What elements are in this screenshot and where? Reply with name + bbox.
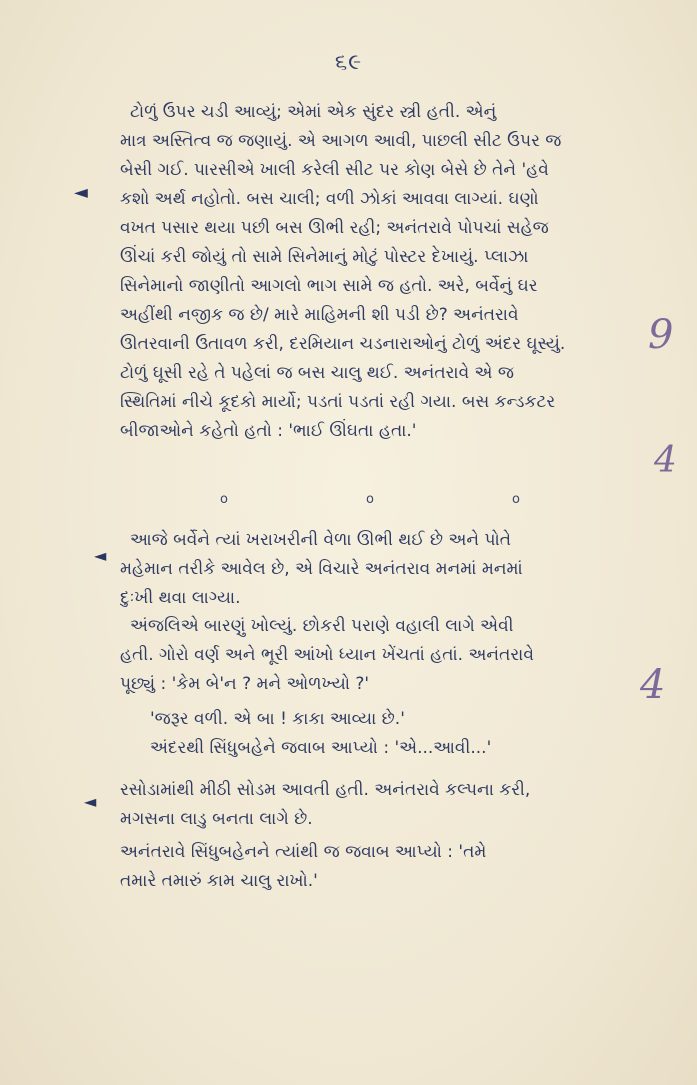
text-line: તમારે તમારું કામ ચાલુ રાખો.' [120,871,318,891]
text-line: મગસના લાડુ બનતા લાગે છે. [120,809,313,829]
text-line: ટોળું ઉપર ચડી આવ્યું; એમાં એક સુંદર સ્ત્રી હતી. એનું [130,102,497,122]
text-line: અહીંથી નજીક જ છે/ મારે માહિમની શી પડી છે? અનંતરાવે [120,305,519,325]
text-line: રસોડામાંથી મીઠી સોડમ આવતી હતી. અનંતરાવે કલ્પના કરી, [120,780,531,800]
page-number: ૬૯ [334,50,363,75]
pencil-annotation: 9 [648,312,674,358]
paragraph-1 [120,98,640,446]
text-line: સ્થિતિમાં નીચે કૂદકો માર્યો; પડતાં પડતાં રહી ગયા. બસ કન્ડકટર [120,392,556,412]
text-line: ઊંચાં કરી જોયું તો સામે સિનેમાનું મોટું પોસ્ટર દેખાયું. પ્લાઝા [120,247,529,267]
text-line: દુઃખી થવા લાગ્યા. [120,588,241,608]
dialogue-line: અંદરથી સિંધુબહેને જવાબ આપ્યો : 'એ...આવી...' [150,738,492,758]
separator-dot: o [366,492,374,507]
paragraph-2 [120,526,640,613]
paragraph-3 [120,612,640,699]
margin-arrow-icon: ◄ [94,546,107,565]
text-line: બેસી ગઈ. પારસીએ ખાલી કરેલી સીટ પર કોણ બેસે છે તેને 'હવે [120,160,549,180]
text-line: અંજલિએ બારણું ખોલ્યું. છોકરી પરાણે વહાલી લાગે એવી [130,616,514,636]
separator-dot: o [512,492,520,507]
margin-arrow-icon: ◄ [74,182,88,203]
paragraph-5 [120,838,640,896]
text-line: અનંતરાવે સિંધુબહેનને ત્યાંથી જ જવાબ આપ્યો : 'તમે [120,842,487,862]
section-separator [220,492,520,507]
text-line: સિનેમાનો જાણીતો આગલો ભાગ સામે જ હતો. અરે, બર્વેનું ઘર [120,276,538,296]
text-line: મહેમાન તરીકે આવેલ છે, એ વિચારે અનંતરાવ મનમાં મનમાં [120,559,523,579]
margin-arrow-icon: ◄ [84,792,97,811]
text-line: વખત પસાર થયા પછી બસ ઊભી રહી; અનંતરાવે પોપચાં સહેજ [120,218,549,238]
text-line: માત્ર અસ્તિત્વ જ જણાયું. એ આગળ આવી, પાછલી સીટ ઉપર જ [120,131,562,151]
text-line: કશો અર્થ નહોતો. બસ ચાલી; વળી ઝોકાં આવવા લાગ્યાં. ઘણો [120,189,539,209]
text-line: આજે બર્વેને ત્યાં ખરાખરીની વેળા ઊભી થઈ છે અને પોતે [130,530,512,550]
pencil-annotation: 4 [654,440,677,481]
text-line: બીજાઓને કહેતો હતો : 'ભાઈ ઊંઘતા હતા.' [120,421,417,441]
text-line: ઊતરવાની ઉતાવળ કરી, દરમિયાન ચડનારાઓનું ટોળું અંદર ઘૂસ્યું. [120,334,566,354]
pencil-annotation: 4 [640,662,666,708]
separator-dot: o [220,492,228,507]
text-line: ટોળું ઘૂસી રહે તે પહેલાં જ બસ ચાલુ થઈ. અનંતરાવે એ જ [120,363,514,383]
text-line: પૂછ્યું : 'કેમ બે'ન ? મને ઓળખ્યો ?' [120,674,370,694]
paragraph-4 [120,776,640,834]
text-line: હતી. ગોરો વર્ણ અને ભૂરી આંખો ધ્યાન ખેંચતાં હતાં. અનંતરાવે [120,645,534,665]
dialogue-line: 'જરૂર વળી. એ બા ! કાકા આવ્યા છે.' [150,709,405,729]
